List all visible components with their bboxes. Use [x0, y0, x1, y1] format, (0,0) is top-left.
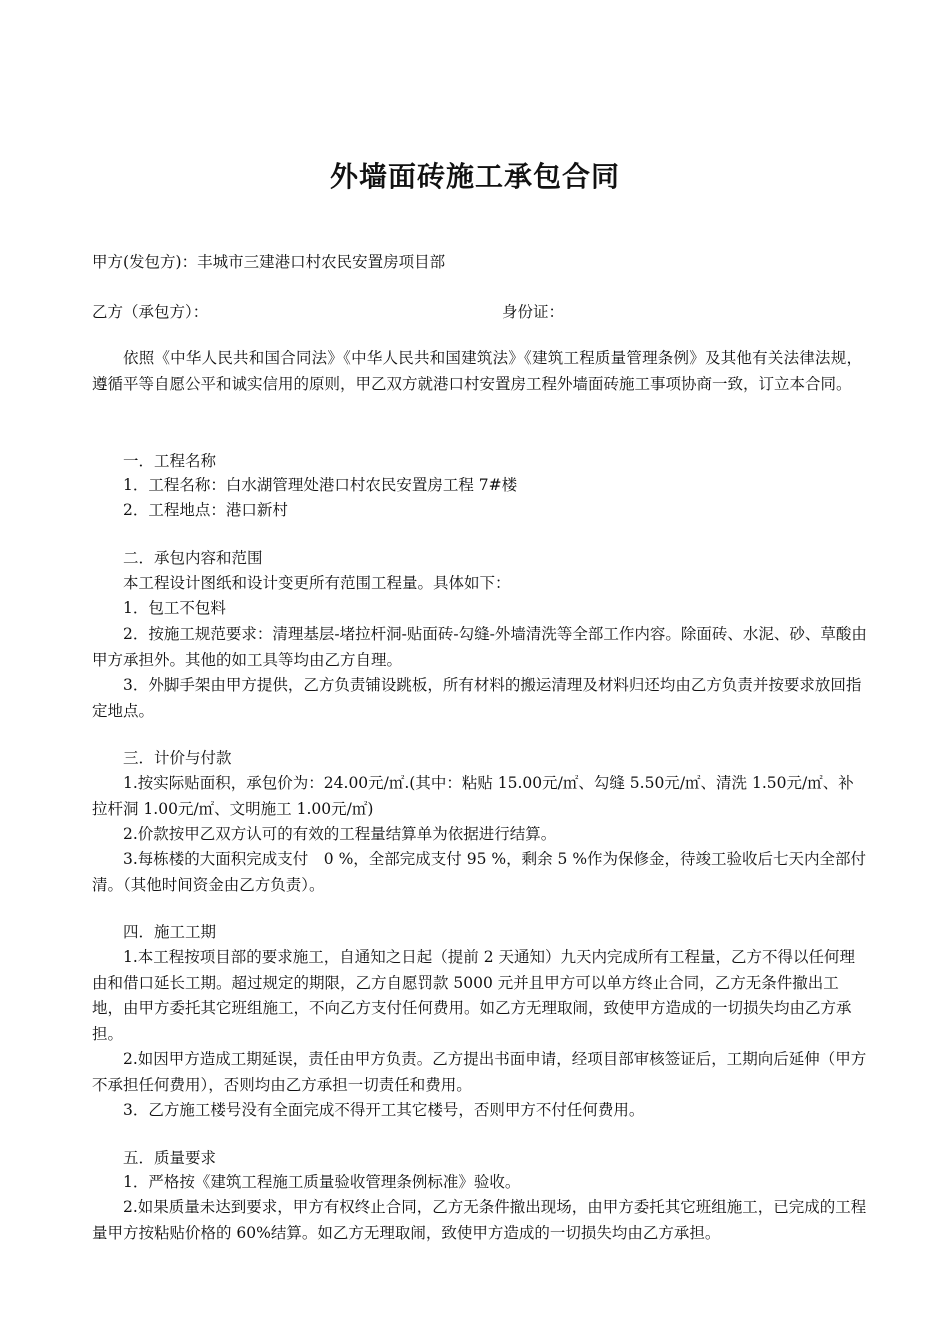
- id-card-label: 身份证：: [502, 303, 565, 321]
- section-item: 1.按实际贴面积，承包价为：24.00元/㎡.(其中：粘贴 15.00元/㎡、勾缝 5.50元/㎡、清洗 1.50元/㎡、补拉杆洞 1.00元/㎡、文明施工 1.00元/㎡): [92, 774, 854, 818]
- section-heading-project-name: 一．工程名称: [123, 452, 217, 470]
- section-item: 2.如果质量未达到要求，甲方有权终止合同，乙方无条件撤出现场，由甲方委托其它班组施工，已完成的工程量甲方按粘贴价格的 60%结算。如乙方无理取闹，致使甲方造成的一切损失均由乙方承担。: [92, 1198, 867, 1242]
- section-item: 2．按施工规范要求：清理基层-堵拉杆洞-贴面砖-勾缝-外墙清洗等全部工作内容。除面砖、水泥、砂、草酸由甲方承担外。其他的如工具等均由乙方自理。: [92, 625, 867, 669]
- section-heading-pricing: 三．计价与付款: [123, 749, 232, 767]
- section-item: 本工程设计图纸和设计变更所有范围工程量。具体如下：: [123, 574, 511, 592]
- section-item: 3．乙方施工楼号没有全面完成不得开工其它楼号，否则甲方不付任何费用。: [123, 1101, 645, 1119]
- section-item: 1．严格按《建筑工程施工质量验收管理条例标准》验收。: [123, 1173, 521, 1191]
- document-title: 外墙面砖施工承包合同: [329, 160, 620, 193]
- party-b-line: 乙方（承包方）：: [92, 303, 209, 321]
- section-heading-scope: 二．承包内容和范围: [123, 549, 263, 567]
- section-item: 1．工程名称：白水湖管理处港口村农民安置房工程 7#楼: [123, 476, 518, 494]
- intro-paragraph: 依照《中华人民共和国合同法》《中华人民共和国建筑法》《建筑工程质量管理条例》及其他有关法律法规，遵循平等自愿公平和诚实信用的原则，甲乙双方就港口村安置房工程外墙面砖施工事项协商一致，订立本合同。: [92, 349, 862, 393]
- section-item: 3.每栋楼的大面积完成支付 0 %，全部完成支付 95 %，剩余 5 %作为保修金，待竣工验收后七天内全部付清。（其他时间资金由乙方负责）。: [92, 850, 867, 894]
- section-item: 2.如因甲方造成工期延误，责任由甲方负责。乙方提出书面申请，经项目部审核签证后，工期向后延伸（甲方不承担任何费用），否则均由乙方承担一切责任和费用。: [92, 1050, 867, 1094]
- section-item: 2.价款按甲乙双方认可的有效的工程量结算单为依据进行结算。: [123, 825, 557, 843]
- section-item: 1.本工程按项目部的要求施工，自通知之日起（提前 2 天通知）九天内完成所有工程量，乙方不得以任何理由和借口延长工期。超过规定的期限，乙方自愿罚款 5000 元并且甲方可以单方终止合同，乙方无条件撤出工地，由甲方委托其它班组施工，不向乙方支付任何费用。如乙方无理取闹，致使甲方造成的一切损失均由乙方承担。: [92, 948, 856, 1043]
- section-heading-schedule: 四．施工工期: [123, 923, 217, 941]
- section-item: 2．工程地点：港口新村: [123, 501, 288, 519]
- section-item: 1．包工不包料: [123, 599, 226, 617]
- section-heading-quality: 五．质量要求: [123, 1149, 217, 1167]
- party-a-line: 甲方(发包方)：丰城市三建港口村农民安置房项目部: [92, 253, 446, 271]
- section-item: 3．外脚手架由甲方提供，乙方负责铺设跳板，所有材料的搬运清理及材料归还均由乙方负责并按要求放回指定地点。: [92, 676, 862, 720]
